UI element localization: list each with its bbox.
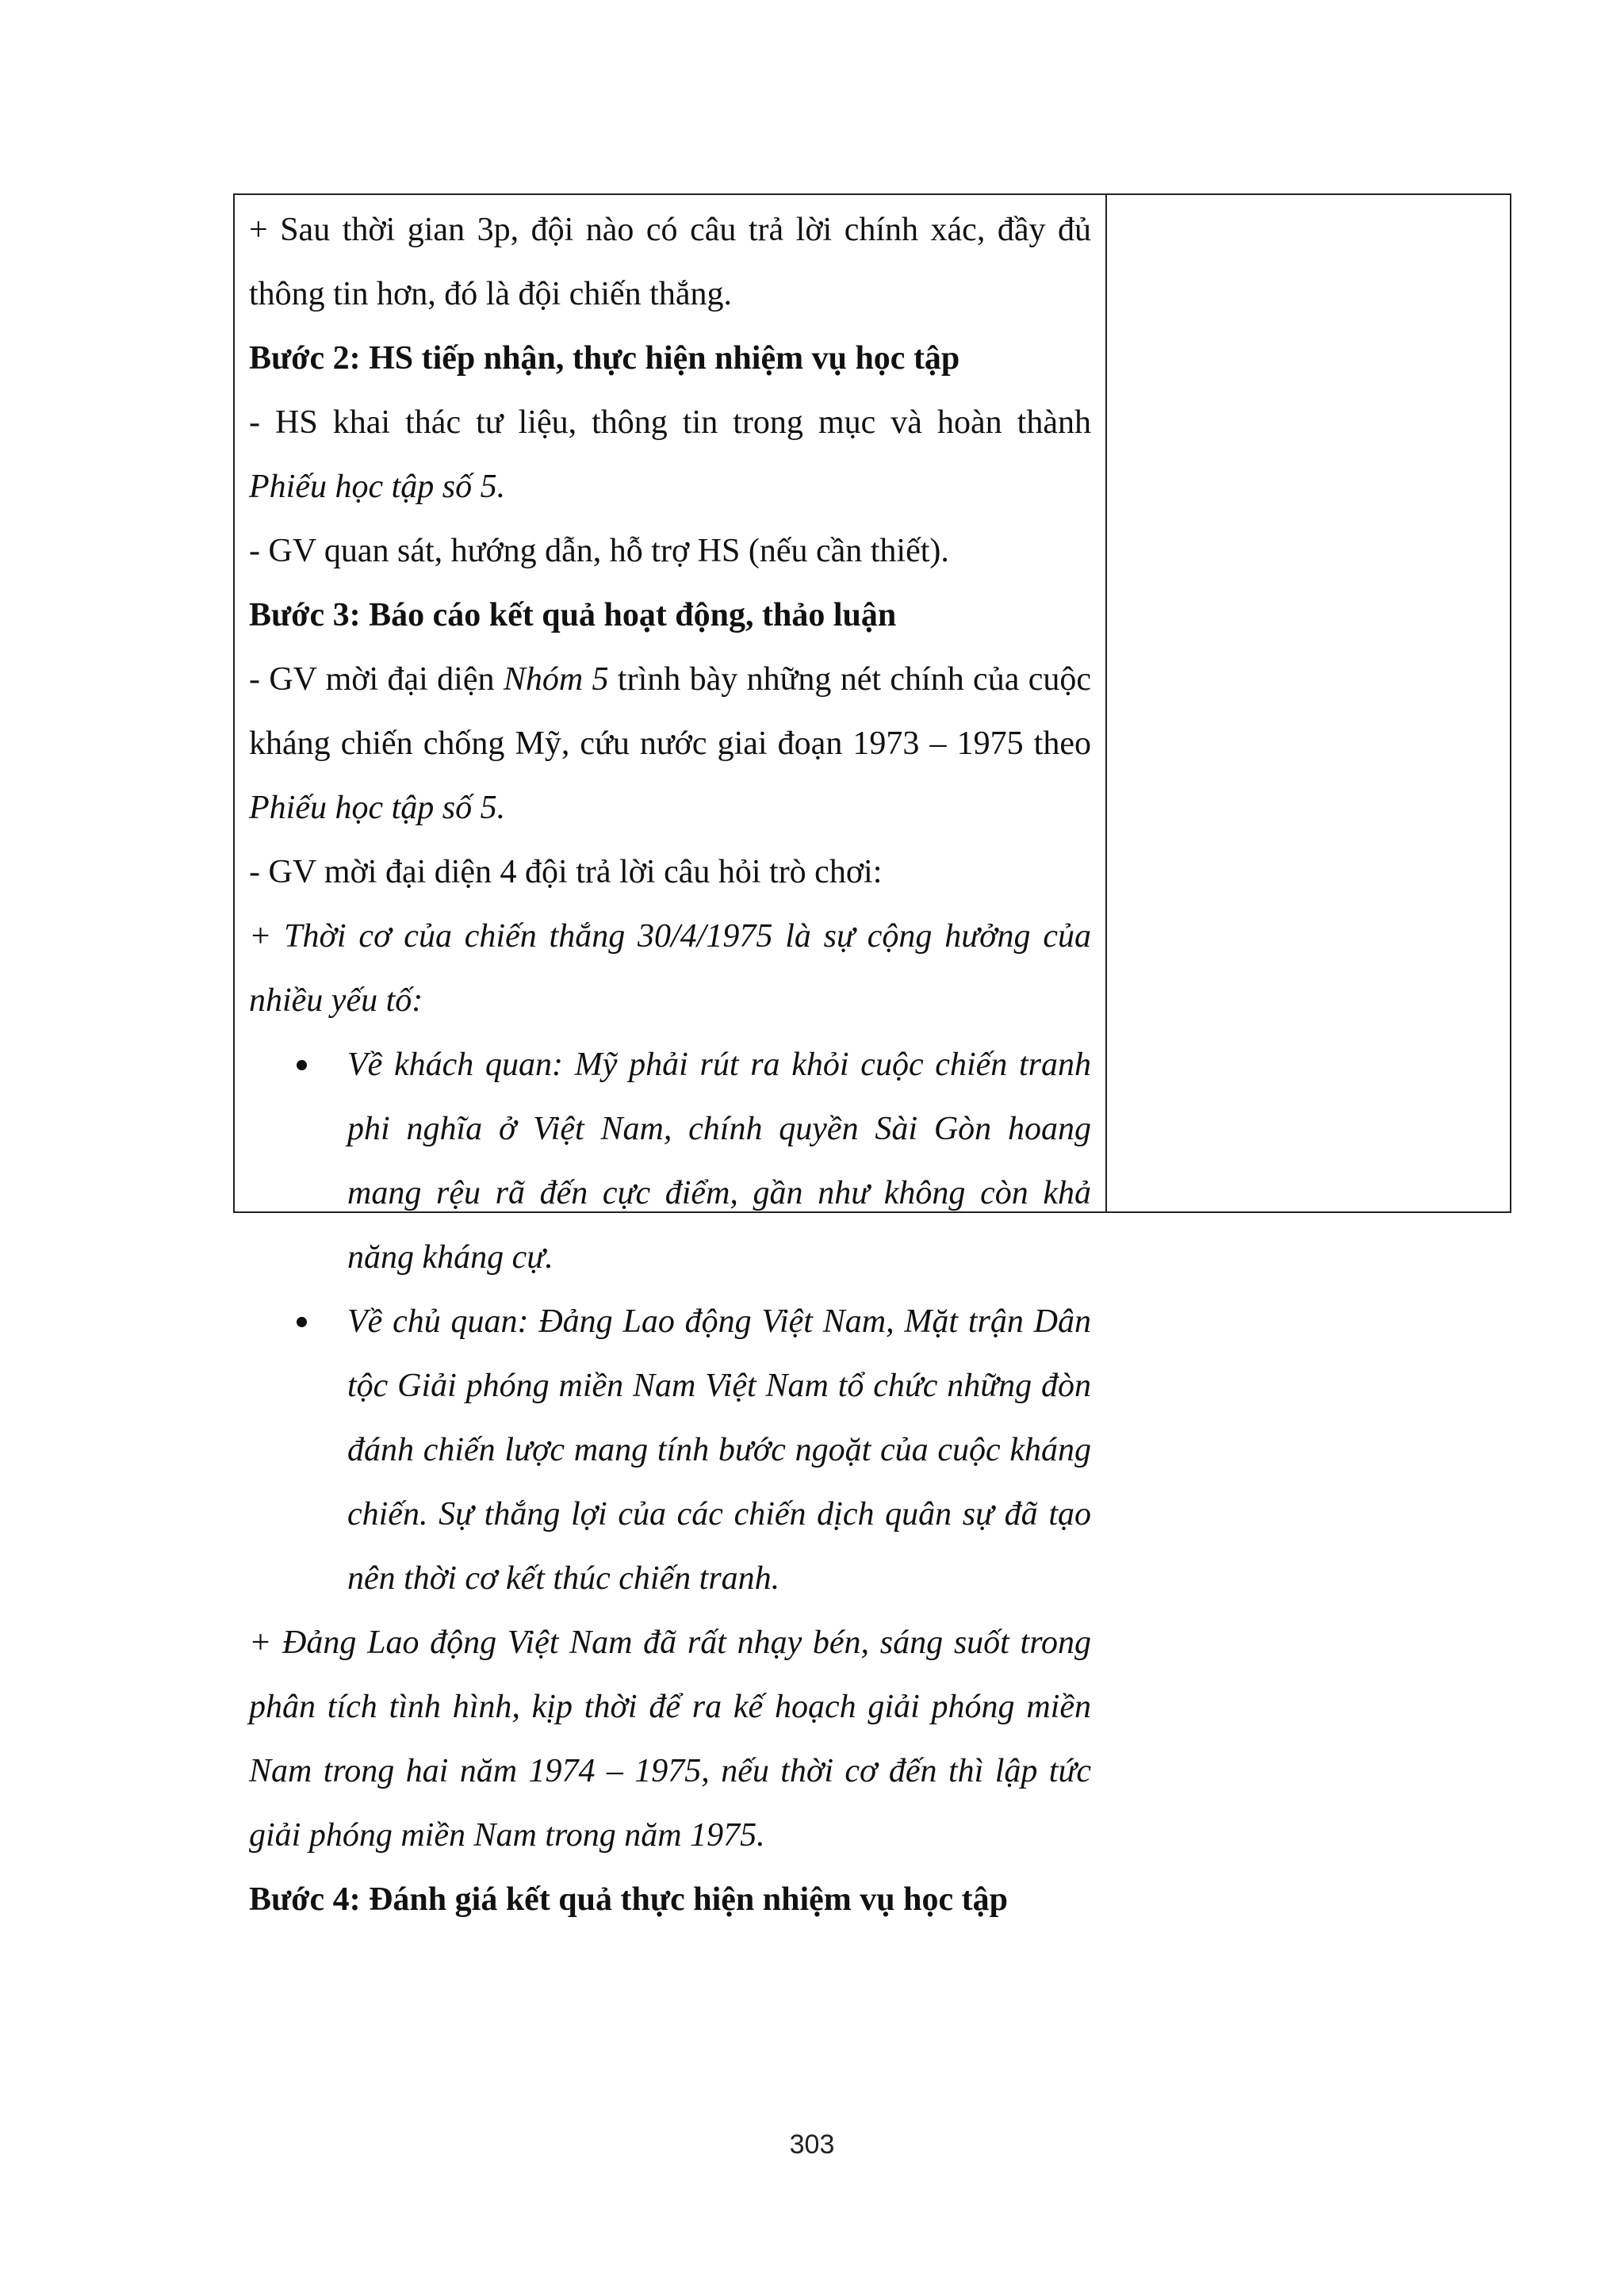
notes-column (1107, 195, 1510, 1211)
bullet-icon (297, 1060, 307, 1070)
step2-item-1: - HS khai thác tư liệu, thông tin trong mục và hoàn thành Phiếu học tập số 5. (249, 404, 1091, 505)
page-number: 303 (789, 2130, 835, 2160)
lesson-table (233, 193, 1511, 1918)
answer-1-bullets (249, 1033, 1091, 1611)
step2-item-2: - GV quan sát, hướng dẫn, hỗ trợ HS (nếu cần thiết). (249, 533, 949, 569)
answer-1-intro: + Thời cơ của chiến thắng 30/4/1975 là sự cộng hưởng của nhiều yếu tố: (249, 918, 1091, 1019)
step3-item-2: - GV mời đại diện 4 đội trả lời câu hỏi trò chơi: (249, 854, 883, 890)
list-item: Về chủ quan: Đảng Lao động Việt Nam, Mặt trận Dân tộc Giải phóng miền Nam Việt Nam tổ chức những đòn đánh chiến lược mang tính bước ngoặt của cuộc kháng chiến. Sự thắng lợi của các chiến dịch quân sự đã tạo nên thời cơ kết thúc chiến tranh. (347, 1290, 1091, 1611)
bullet-icon (297, 1317, 307, 1327)
step3-heading: Bước 3: Báo cáo kết quả hoạt động, thảo luận (249, 597, 897, 633)
answer-2: + Đảng Lao động Việt Nam đã rất nhạy bén, sáng suốt trong phân tích tình hình, kịp thời để ra kế hoạch giải phóng miền Nam trong hai năm 1974 – 1975, nếu thời cơ đến thì lập tức giải phóng miền Nam trong năm 1975. (249, 1624, 1091, 1854)
list-item: Về khách quan: Mỹ phải rút ra khỏi cuộc chiến tranh phi nghĩa ở Việt Nam, chính quyền Sài Gòn hoang mang rệu rã đến cực điểm, gần như không còn khả năng kháng cự. (347, 1033, 1091, 1290)
activity-column (235, 195, 1107, 1918)
step3-item-1: - GV mời đại diện Nhóm 5 trình bày những nét chính của cuộc kháng chiến chống Mỹ, cứu nước giai đoạn 1973 – 1975 theo Phiếu học tập số 5. (249, 661, 1091, 826)
step2-heading: Bước 2: HS tiếp nhận, thực hiện nhiệm vụ học tập (249, 340, 960, 377)
step4-heading: Bước 4: Đánh giá kết quả thực hiện nhiệm vụ học tập (249, 1881, 1008, 1918)
rule-line: + Sau thời gian 3p, đội nào có câu trả lời chính xác, đầy đủ thông tin hơn, đó là đội chiến thắng. (249, 212, 1091, 312)
